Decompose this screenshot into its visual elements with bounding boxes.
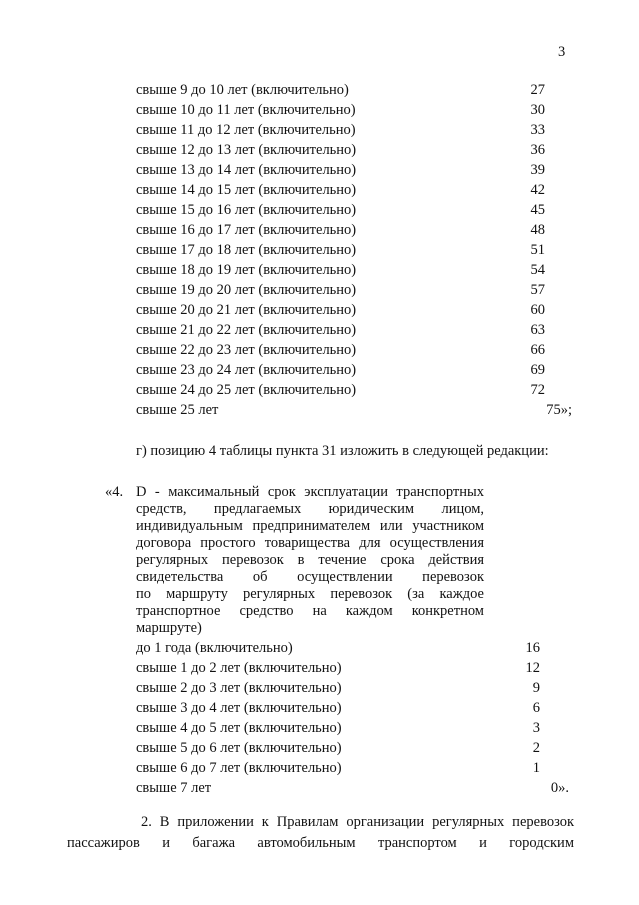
table-row — [136, 200, 545, 220]
table-row — [136, 80, 545, 100]
row-label: свыше 10 до 11 лет (включительно) — [136, 102, 356, 118]
table-row — [136, 758, 540, 778]
row-label: до 1 года (включительно) — [136, 640, 293, 656]
row-value: 30 — [530, 102, 545, 118]
table-row — [136, 698, 540, 718]
table-row — [136, 340, 545, 360]
row-label: свыше 11 до 12 лет (включительно) — [136, 122, 356, 138]
row-label: свыше 21 до 22 лет (включительно) — [136, 322, 357, 338]
table-row — [136, 140, 545, 160]
row-value: 2 — [532, 740, 540, 756]
row-label: свыше 7 лет — [136, 780, 212, 796]
table-row — [136, 260, 545, 280]
row-value: 66 — [530, 342, 545, 358]
row-label: свыше 3 до 4 лет (включительно) — [136, 700, 342, 716]
table-row — [136, 718, 540, 738]
page-number: 3 — [558, 44, 566, 60]
row-value: 57 — [530, 282, 545, 298]
row-value: 16 — [525, 640, 540, 656]
row-label: свыше 16 до 17 лет (включительно) — [136, 222, 357, 238]
row-label: свыше 19 до 20 лет (включительно) — [136, 282, 357, 298]
row-label: свыше 23 до 24 лет (включительно) — [136, 362, 357, 378]
row-value: 42 — [530, 182, 545, 198]
description-line: маршруте) — [136, 620, 202, 636]
row-label: свыше 24 до 25 лет (включительно) — [136, 382, 357, 398]
description-line: D - максимальный срок эксплуатации транспортных — [136, 484, 484, 500]
paragraph-2 — [67, 812, 574, 854]
row-value: 72 — [530, 382, 545, 398]
row-value: 6 — [532, 700, 540, 716]
row-label: свыше 5 до 6 лет (включительно) — [136, 740, 342, 756]
table-row — [136, 120, 545, 140]
row-value: 48 — [530, 222, 545, 238]
table-row — [136, 160, 545, 180]
row-value: 27 — [530, 82, 545, 98]
description-line: транспортное средство на каждом конкретном — [136, 603, 484, 619]
table-row — [136, 778, 569, 798]
row-value: 9 — [532, 680, 540, 696]
table-row — [136, 360, 545, 380]
row-label: свыше 9 до 10 лет (включительно) — [136, 82, 349, 98]
row-label: свыше 12 до 13 лет (включительно) — [136, 142, 357, 158]
row-value: 75»; — [546, 402, 572, 418]
description-line: по маршруту регулярных перевозок (за каждое — [136, 586, 484, 602]
table-row — [136, 638, 540, 658]
row-value: 60 — [530, 302, 545, 318]
table-row — [136, 300, 545, 320]
paragraph-line: 2. В приложении к Правилам организации регулярных перевозок — [141, 814, 574, 830]
description-line: индивидуальным предпринимателем или участником — [136, 518, 484, 534]
row-value: 12 — [525, 660, 540, 676]
row-label: свыше 6 до 7 лет (включительно) — [136, 760, 342, 776]
row-value: 33 — [530, 122, 545, 138]
row-label: свыше 20 до 21 лет (включительно) — [136, 302, 357, 318]
table-row — [136, 220, 545, 240]
row-value: 3 — [532, 720, 540, 736]
row-label: свыше 18 до 19 лет (включительно) — [136, 262, 357, 278]
description-line: регулярных перевозок в течение срока действия — [136, 552, 484, 568]
row-value: 0». — [550, 780, 569, 796]
position-number: «4. — [105, 484, 124, 500]
row-value: 39 — [530, 162, 545, 178]
description-line: договора простого товарищества для осуществления — [136, 535, 484, 551]
row-value: 54 — [530, 262, 545, 278]
amendment-instruction: г) позицию 4 таблицы пункта 31 изложить в следующей редакции: — [136, 443, 549, 459]
table-row — [136, 320, 545, 340]
row-value: 45 — [530, 202, 545, 218]
row-value: 36 — [530, 142, 545, 158]
row-label: свыше 1 до 2 лет (включительно) — [136, 660, 342, 676]
table-row — [136, 678, 540, 698]
row-value: 69 — [530, 362, 545, 378]
table-row — [136, 180, 545, 200]
row-value: 63 — [530, 322, 545, 338]
row-label: свыше 17 до 18 лет (включительно) — [136, 242, 357, 258]
description-line: свидетельства об осуществлении перевозок — [136, 569, 484, 585]
position-description — [136, 484, 484, 637]
row-label: свыше 25 лет — [136, 402, 219, 418]
row-value: 1 — [532, 760, 540, 776]
table-row — [136, 400, 572, 420]
row-label: свыше 22 до 23 лет (включительно) — [136, 342, 357, 358]
row-label: свыше 2 до 3 лет (включительно) — [136, 680, 342, 696]
row-label: свыше 13 до 14 лет (включительно) — [136, 162, 357, 178]
row-label: свыше 15 до 16 лет (включительно) — [136, 202, 357, 218]
paragraph-line: пассажиров и багажа автомобильным транспортом и городским — [67, 835, 574, 851]
row-value: 51 — [530, 242, 545, 258]
table-row — [136, 240, 545, 260]
description-line: средств, предлагаемых юридическим лицом, — [136, 501, 484, 517]
row-label: свыше 4 до 5 лет (включительно) — [136, 720, 342, 736]
table-row — [136, 280, 545, 300]
table-row — [136, 738, 540, 758]
table-row — [136, 380, 545, 400]
row-label: свыше 14 до 15 лет (включительно) — [136, 182, 357, 198]
table-row — [136, 100, 545, 120]
table-row — [136, 658, 540, 678]
